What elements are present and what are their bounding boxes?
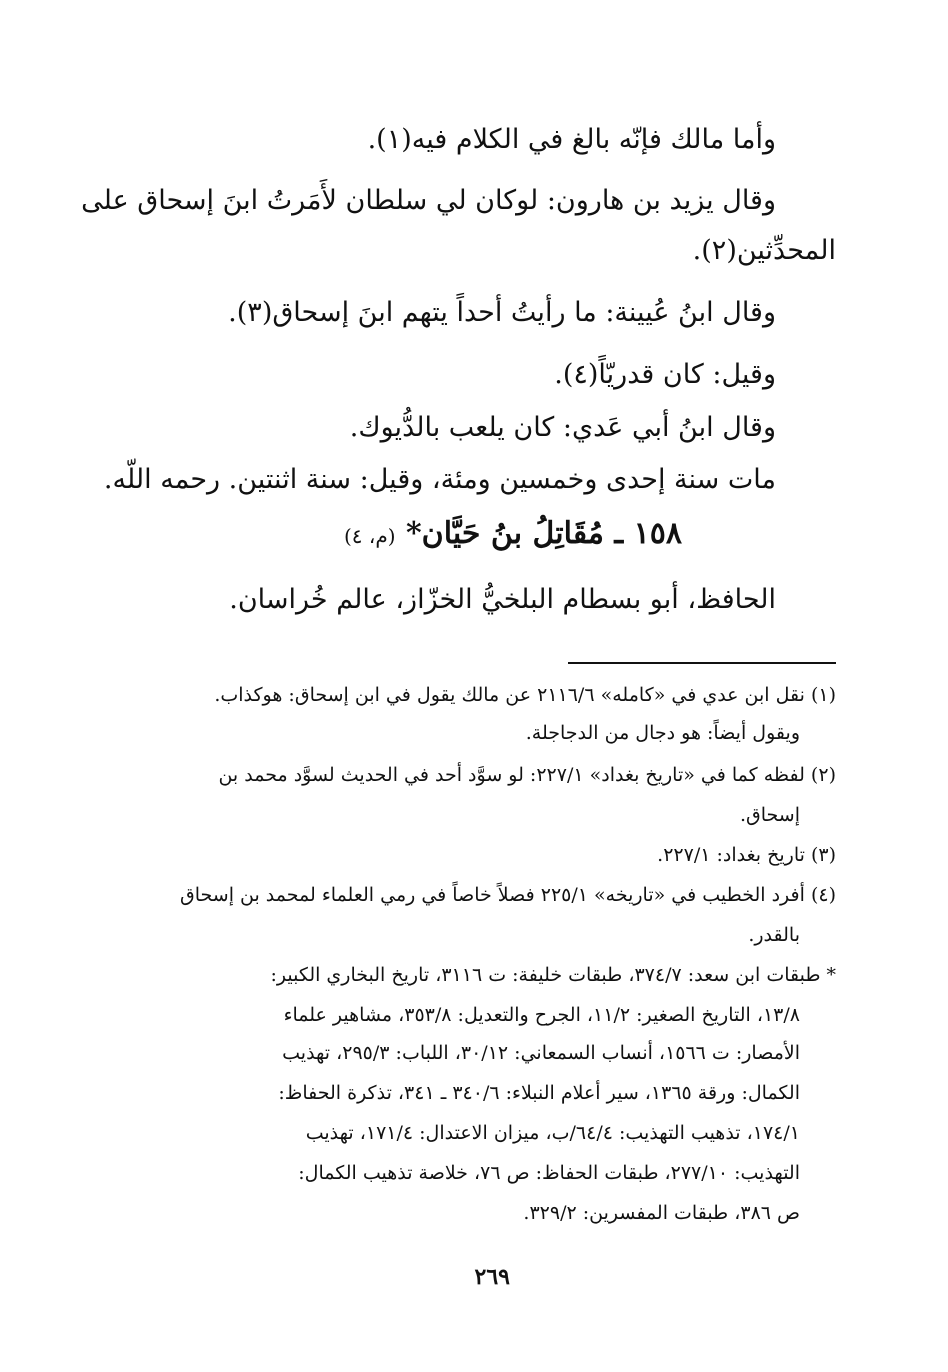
body-paragraph-2-line-1: وقال يزيد بن هارون: لوكان لي سلطان لأَمَرتُ ابنَ إسحاق على (81, 185, 776, 216)
footnote-2-line-2: إسحاق. (739, 804, 800, 826)
footnote-3: (٣) تاريخ بغداد: ٢٢٧/١. (657, 844, 836, 866)
sources-line-3: الأمصار: ت ١٥٦٦، أنساب السمعاني: ٣٠/١٢، اللباب: ٢٩٥/٣، تهذيب (282, 1042, 800, 1064)
entry-heading (344, 516, 682, 551)
sources-line-5: ١٧٤/١، تذهيب التهذيب: ٦٤/٤/ب، ميزان الاعتدال: ١٧١/٤، تهذيب (305, 1122, 800, 1144)
footnote-separator (568, 662, 836, 664)
body-paragraph-3: وقال ابنُ عُيينة: ما رأيتُ أحداً يتهم ابنَ إسحاق(٣). (228, 297, 776, 328)
sources-line-1: * طبقات ابن سعد: ٣٧٤/٧، طبقات خليفة: ت ٣١١٦، تاريخ البخاري الكبير: (270, 964, 836, 986)
sources-line-6: التهذيب: ٢٧٧/١٠، طبقات الحفاظ: ص ٧٦، خلاصة تذهيب الكمال: (298, 1162, 800, 1184)
footnote-1-line-1: (١) نقل ابن عدي في «كامله» ٢١١٦/٦ عن مالك يقول في ابن إسحاق: هوكذاب. (214, 684, 836, 706)
body-paragraph-2-line-2: المحدِّثين(٢). (692, 235, 836, 266)
footnote-4-line-2: بالقدر. (748, 924, 800, 946)
footnote-4-line-1: (٤) أفرد الخطيب في «تاريخه» ٢٢٥/١ فصلاً خاصاً في رمي العلماء لمحمد بن إسحاق (179, 884, 836, 906)
page-number: ٢٦٩ (474, 1264, 510, 1290)
sources-line-2: ١٣/٨، التاريخ الصغير: ١١/٢، الجرح والتعديل: ٣٥٣/٨، مشاهير علماء (283, 1004, 800, 1026)
body-paragraph-4: وقيل: كان قدريّاً(٤). (554, 359, 776, 390)
entry-title: ١٥٨ ـ مُقَاتِلُ بنُ حَيَّان* (405, 516, 682, 551)
body-paragraph-1: وأما مالك فإنّه بالغ في الكلام فيه(١). (367, 124, 776, 155)
body-paragraph-6: مات سنة إحدى وخمسين ومئة، وقيل: سنة اثنتين. رحمه اللّه. (103, 464, 776, 495)
footnote-1-line-2: ويقول أيضاً: هو دجال من الدجاجلة. (525, 722, 800, 744)
footnote-2-line-1: (٢) لفظه كما في «تاريخ بغداد» ٢٢٧/١: لو سوَّد أحد في الحديث لسوَّد محمد بن (218, 764, 836, 786)
sources-line-7: ص ٣٨٦، طبقات المفسرين: ٣٢٩/٢. (523, 1202, 800, 1224)
entry-description: الحافظ، أبو بسطام البلخيُّ الخزّاز، عالم خُراسان. (229, 584, 776, 615)
sources-line-4: الكمال: ورقة ١٣٦٥، سير أعلام النبلاء: ٣٤٠/٦ ـ ٣٤١، تذكرة الحفاظ: (278, 1082, 800, 1104)
body-paragraph-5: وقال ابنُ أبي عَدي: كان يلعب بالدُّيوك. (349, 412, 776, 443)
entry-sigla: (م، ٤) (343, 524, 396, 548)
